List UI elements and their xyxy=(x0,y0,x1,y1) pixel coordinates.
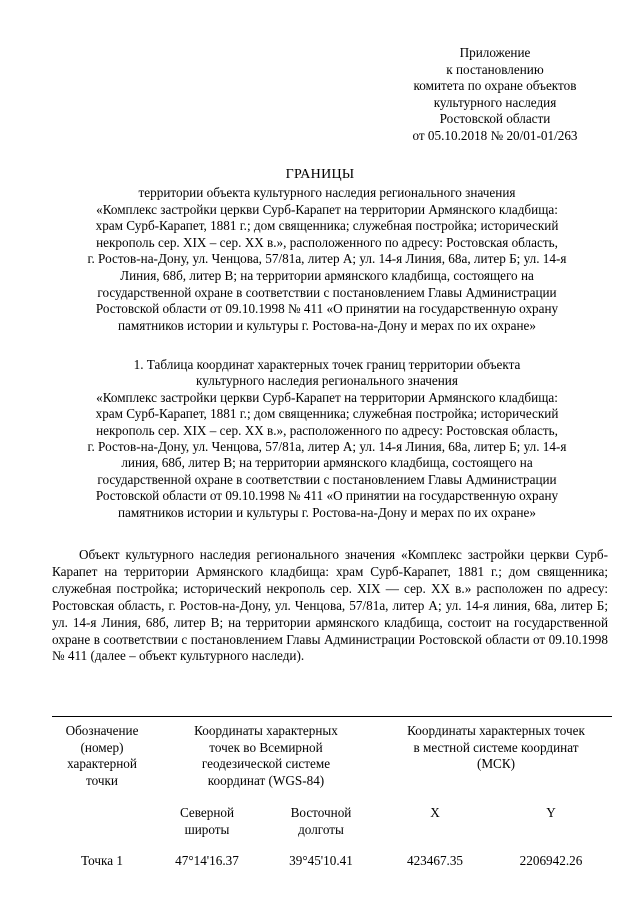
cell-east: 39°45'10.41 xyxy=(289,853,353,868)
appendix-header: Приложение к постановлению комитета по охране объектов культурного наследия Ростовской области от 05.10.2018 № 20/01-01/263 xyxy=(412,45,578,143)
header-point-designation: Обозначение (номер) характерной точки xyxy=(65,723,139,788)
subheader-empty xyxy=(52,797,152,841)
body-paragraph: Объект культурного наследия регионального значения «Комплекс застройки церкви Сурб-Карапет на территории Армянского кладбища: храм Сурб-Карапет, 1881 г.; дом священника; служебная постройка; исторический некрополь сер. XIX — сер. XX в.» расположен по адресу: Ростовская область, г. Ростов-на-Дону, ул. Ченцова, 57/81а, литер А; ул. 14-я линия, 68а, литер Б; ул. 14-я Линия, 68б, литер В; на территории армянского кладбища, состоит на государственной охране в соответствии с постановлением Главы Администрации Ростовской области от 09.10.1998 № 411 (далее – объект культурного наследи). xyxy=(52,547,608,664)
cell-north: 47°14'16.37 xyxy=(175,853,239,868)
subheader-east-longitude: Восточной долготы xyxy=(290,805,352,837)
document-title: ГРАНИЦЫ xyxy=(285,167,355,182)
section-1-heading: 1. Таблица координат характерных точек границ территории объекта культурного наследия регионального значения «Комплекс застройки церкви Сурб-Карапет на территории Армянского кладбища: храм Сурб-Карапет, 1881 г.; дом священника; служебная постройка; исторический некрополь сер. XIX – сер. XX в.», расположенного по адресу: Ростовская область, г. Ростов-на-Дону, ул. Ченцова, 57/81а, литер А; ул. 14-я Линия, 68а, литер Б; ул. 14-я линия, 68б, литер В; на территории армянского кладбища, состоящего на государственной охране в соответствии с постановлением Главы Администрации Ростовской области от 09.10.1998 № 411 «О принятии на государственную охрану памятников истории и культуры г. Ростова-на-Дону и мерах по их охране» xyxy=(87,357,567,520)
table-header-row xyxy=(52,717,612,797)
cell-y: 2206942.26 xyxy=(519,853,583,868)
subheader-x: X xyxy=(430,805,440,820)
subheader-y: Y xyxy=(546,805,556,820)
cell-point: Точка 1 xyxy=(81,853,123,868)
heading-block: территории объекта культурного наследия регионального значения «Комплекс застройки церкви Сурб-Карапет на территории Армянского кладбища: храм Сурб-Карапет, 1881 г.; дом священника; служебная постройка; исторический некрополь сер. XIX – сер. XX в.», расположенного по адресу: Ростовская область, г. Ростов-на-Дону, ул. Ченцова, 57/81а, литер А; ул. 14-я Линия, 68а, литер Б; ул. 14-я Линия, 68б, литер В; на территории армянского кладбища, состоящего на государственной охране в соответствии с постановлением Главы Администрации Ростовской области от 09.10.1998 № 411 «О принятии на государственную охрану памятников истории и культуры г. Ростова-на-Дону и мерах по их охране» xyxy=(87,185,567,333)
table-row xyxy=(52,841,612,870)
table-subheader-row xyxy=(52,797,612,841)
header-wgs84: Координаты характерных точек во Всемирной геодезической системе координат (WGS-84) xyxy=(194,723,338,788)
coordinates-table xyxy=(52,716,612,870)
header-msk: Координаты характерных точек в местной системе координат (МСК) xyxy=(407,723,585,772)
subheader-north-latitude: Северной широты xyxy=(179,805,235,837)
cell-x: 423467.35 xyxy=(406,853,464,868)
